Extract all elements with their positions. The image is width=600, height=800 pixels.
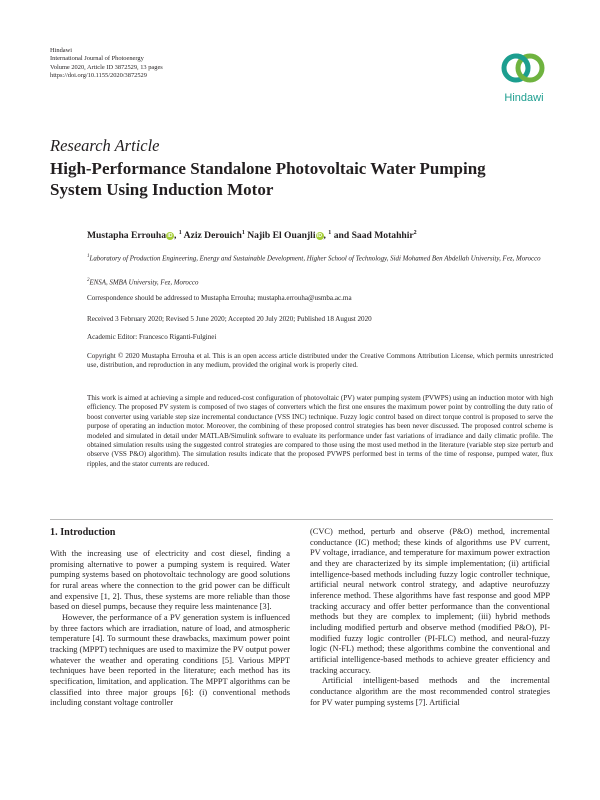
publisher-name: Hindawi (50, 47, 73, 54)
author-affiliation-mark: 2 (413, 230, 417, 236)
author-affiliation-mark: 1 (241, 230, 245, 236)
author-name[interactable]: and Saad Motahhir (333, 230, 414, 242)
author-list (87, 230, 417, 241)
correspondence: Correspondence should be addressed to Mustapha Errouha; mustapha.errouha@usmba.ac.ma (87, 294, 352, 302)
author-name[interactable]: Mustapha Errouha (87, 230, 166, 242)
paragraph: (CVC) method, perturb and observe (P&O) method, incremental conductance (IC) method; these kinds of algorithms use PV current, PV voltage, irradiance, and temperature for maximum power extraction and they are characterized by its simple implementation; (ii) artificial intelligence-based methods including fuzzy logic controller technique, artificial neural network control strategy, and adaptive neurofuzzy inference method. These algorithms have fast response and good MPP tracking accuracy and offer better performance than the conventional methods but they are complex to implement; (iii) hybrid methods including modified perturb and observe method (modified P&O), PI-modified fuzzy logic controller (PI-FLC) method, and neural-fuzzy logic (N-FL) method; these algorithms combine the conventional and artificial intelligence-based methods to achieve greater efficiency and tracking accuracy. (310, 527, 550, 675)
doi-link[interactable]: https://doi.org/10.1155/2020/3872529 (50, 72, 147, 80)
section-heading: 1. Introduction (50, 527, 116, 538)
author-separator: , (323, 230, 329, 242)
author-name[interactable]: Najib El Ouanjli (247, 230, 316, 242)
paragraph: With the increasing use of electricity and cost diesel, finding a promising alternative to power a pumping system is required. Water pumping systems based on photovoltaic technology are good solutions for rural areas where the connection to the grid power can be difficult and expensive [1, 2]. Thus, these systems are more reliable than those based on diesel pumps, because they require less maintenance [3]. (50, 549, 290, 612)
orcid-icon[interactable]: iD (167, 233, 173, 240)
journal-name: International Journal of Photoenergy (50, 55, 144, 63)
article-type: Research Article (50, 136, 160, 155)
publication-dates: Received 3 February 2020; Revised 5 June 2020; Accepted 20 July 2020; Published 18 August 2020 (87, 315, 372, 323)
academic-editor: Academic Editor: Francesco Riganti-Fulginei (87, 333, 217, 341)
author-name[interactable]: Aziz Derouich (183, 230, 242, 242)
author-separator: , (174, 230, 179, 242)
journal-metadata (50, 47, 163, 81)
volume-line: Volume 2020, Article ID 3872529, 13 pages (50, 63, 163, 71)
body-column-right (310, 527, 550, 708)
affiliation-mark: 2 (87, 278, 90, 283)
copyright-notice: Copyright © 2020 Mustapha Errouha et al. This is an open access article distributed under the Creative Commons Attribution License, which permits unrestricted use, distribution, and reproduction in any medium, provided the original work is properly cited. (87, 352, 553, 370)
divider (50, 519, 553, 520)
logo-wordmark: Hindawi (504, 92, 544, 104)
affiliation-text: ENSA, SMBA University, Fez, Morocco (89, 279, 199, 287)
paper-title: High-Performance Standalone Photovoltaic Water Pumping System Using Induction Motor (50, 159, 486, 199)
body-column-left (50, 549, 290, 709)
orcid-icon[interactable]: iD (317, 233, 322, 240)
paragraph: However, the performance of a PV generation system is influenced by three factors which are irradiation, nature of load, and atmospheric temperature [4]. To surmount these drawbacks, maximum power point tracking (MPPT) techniques are used to maximize the PV output power whatever the weather and operating conditions [5]. Various MPPT techniques have been reported in the literature; each method has its specification, limitation, and application. The MPPT algorithms can be classified into three major groups [6]: (i) conventional methods including constant voltage controller (50, 612, 290, 708)
affiliation-mark: 1 (87, 254, 90, 259)
author-affiliation-mark: 1 (328, 230, 332, 236)
affiliation-text: Laboratory of Production Engineering, Energy and Sustainable Development, Higher School of Technology, Sidi Mohamed Ben Abdellah University, Fez, Morocco (89, 255, 541, 263)
author-affiliation-mark: 1 (178, 230, 182, 236)
affiliation-2 (87, 276, 547, 288)
affiliation-1 (87, 252, 547, 264)
paragraph: Artificial intelligent-based methods and the incremental conductance algorithm are the most recommended control strategies for PV water pumping systems [7]. Artificial (310, 676, 550, 707)
abstract: This work is aimed at achieving a simple and reduced-cost configuration of photovoltaic (PV) water pumping system (PVWPS) using an induction motor with high efficiency. The proposed PV system is composed of two stages of converters which the first one ensures the maximum power point by controlling the duty ratio of boost converter using variable step size incremental conductance (VSS INC) technique. Fuzzy logic control based on direct torque control is proposed to serve the purpose of operating an induction motor. Moreover, the combining of these proposed control strategies has been never discussed. The proposed control scheme is modeled and simulated in detail under MATLAB/Simulink software to evaluate its performance under fast variations of irradiance and daily climatic profile. The obtained simulation results using the suggested control strategies are compared to those using the most used method in the literature (variable step size perturb and observe (VSS P&O) algorithm). The simulation results indicate that the proposed PVWPS performed best in terms of the time of response, pumped water, flux ripples, and the stator currents are reduced. (87, 394, 553, 468)
